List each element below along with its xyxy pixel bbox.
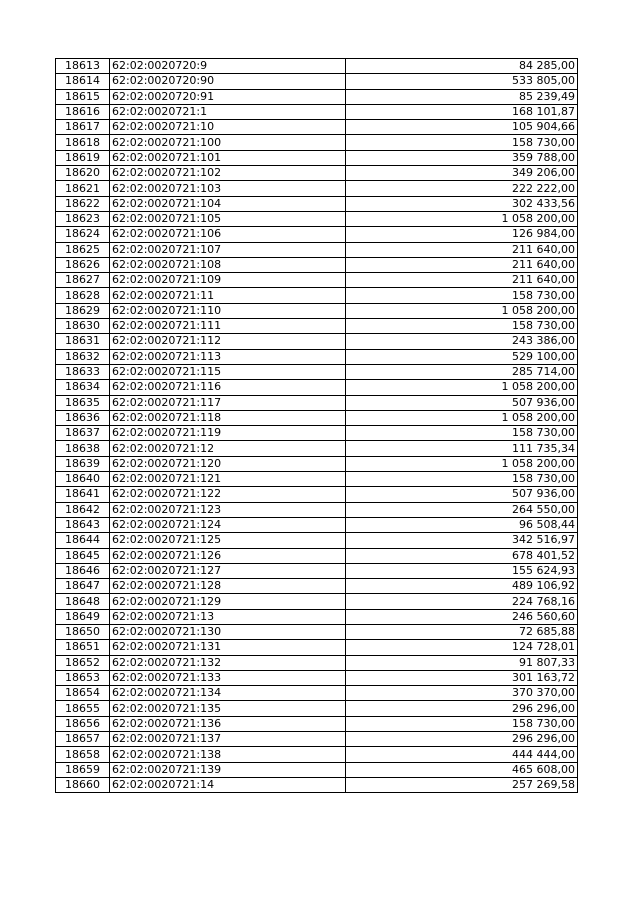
cadastral-value-cell: 489 106,92	[346, 579, 578, 594]
cadastral-number-cell: 62:02:0020720:90	[110, 74, 346, 89]
table-row	[56, 74, 578, 89]
row-number-cell: 18619	[56, 150, 110, 165]
cadastral-value-cell: 105 904,66	[346, 120, 578, 135]
table-row	[56, 257, 578, 272]
cadastral-number-cell: 62:02:0020721:137	[110, 732, 346, 747]
cadastral-number-cell: 62:02:0020721:115	[110, 364, 346, 379]
cadastral-number-cell: 62:02:0020721:122	[110, 487, 346, 502]
cadastral-value-cell: 158 730,00	[346, 472, 578, 487]
cadastral-number-cell: 62:02:0020721:103	[110, 181, 346, 196]
row-number-cell: 18624	[56, 227, 110, 242]
table-body	[56, 59, 578, 793]
document-table-container	[55, 58, 578, 793]
cadastral-number-cell: 62:02:0020721:11	[110, 288, 346, 303]
cadastral-number-cell: 62:02:0020721:106	[110, 227, 346, 242]
cadastral-number-cell: 62:02:0020721:112	[110, 334, 346, 349]
table-row	[56, 59, 578, 74]
table-row	[56, 334, 578, 349]
row-number-cell: 18628	[56, 288, 110, 303]
cadastral-number-cell: 62:02:0020721:100	[110, 135, 346, 150]
cadastral-value-cell: 296 296,00	[346, 732, 578, 747]
row-number-cell: 18660	[56, 777, 110, 792]
row-number-cell: 18615	[56, 89, 110, 104]
row-number-cell: 18617	[56, 120, 110, 135]
cadastral-number-cell: 62:02:0020721:123	[110, 502, 346, 517]
table-row	[56, 640, 578, 655]
table-row	[56, 104, 578, 119]
row-number-cell: 18629	[56, 303, 110, 318]
cadastral-number-cell: 62:02:0020721:136	[110, 716, 346, 731]
cadastral-value-cell: 1 058 200,00	[346, 456, 578, 471]
table-row	[56, 533, 578, 548]
table-row	[56, 135, 578, 150]
cadastral-number-cell: 62:02:0020721:111	[110, 319, 346, 334]
cadastral-number-cell: 62:02:0020721:119	[110, 426, 346, 441]
table-row	[56, 196, 578, 211]
row-number-cell: 18654	[56, 686, 110, 701]
row-number-cell: 18631	[56, 334, 110, 349]
cadastral-value-cell: 507 936,00	[346, 395, 578, 410]
cadastral-number-cell: 62:02:0020721:108	[110, 257, 346, 272]
cadastral-value-cell: 126 984,00	[346, 227, 578, 242]
table-row	[56, 655, 578, 670]
cadastral-number-cell: 62:02:0020721:14	[110, 777, 346, 792]
row-number-cell: 18634	[56, 380, 110, 395]
cadastral-number-cell: 62:02:0020721:120	[110, 456, 346, 471]
row-number-cell: 18623	[56, 211, 110, 226]
cadastral-value-cell: 155 624,93	[346, 563, 578, 578]
table-row	[56, 517, 578, 532]
row-number-cell: 18658	[56, 747, 110, 762]
table-row	[56, 502, 578, 517]
row-number-cell: 18621	[56, 181, 110, 196]
row-number-cell: 18643	[56, 517, 110, 532]
table-row	[56, 609, 578, 624]
cadastral-number-cell: 62:02:0020721:105	[110, 211, 346, 226]
row-number-cell: 18645	[56, 548, 110, 563]
row-number-cell: 18647	[56, 579, 110, 594]
cadastral-value-cell: 168 101,87	[346, 104, 578, 119]
cadastral-value-cell: 222 222,00	[346, 181, 578, 196]
table-row	[56, 211, 578, 226]
cadastral-number-cell: 62:02:0020721:128	[110, 579, 346, 594]
cadastral-value-cell: 1 058 200,00	[346, 303, 578, 318]
cadastral-value-cell: 1 058 200,00	[346, 211, 578, 226]
cadastral-number-cell: 62:02:0020721:139	[110, 762, 346, 777]
cadastral-value-cell: 158 730,00	[346, 288, 578, 303]
cadastral-number-cell: 62:02:0020721:129	[110, 594, 346, 609]
cadastral-value-cell: 124 728,01	[346, 640, 578, 655]
cadastral-value-cell: 678 401,52	[346, 548, 578, 563]
row-number-cell: 18635	[56, 395, 110, 410]
table-row	[56, 670, 578, 685]
cadastral-value-cell: 224 768,16	[346, 594, 578, 609]
table-row	[56, 303, 578, 318]
table-row	[56, 227, 578, 242]
table-row	[56, 395, 578, 410]
row-number-cell: 18648	[56, 594, 110, 609]
cadastral-number-cell: 62:02:0020721:118	[110, 410, 346, 425]
cadastral-value-cell: 285 714,00	[346, 364, 578, 379]
cadastral-number-cell: 62:02:0020721:116	[110, 380, 346, 395]
cadastral-number-cell: 62:02:0020721:104	[110, 196, 346, 211]
table-row	[56, 487, 578, 502]
cadastral-value-cell: 507 936,00	[346, 487, 578, 502]
cadastral-number-cell: 62:02:0020721:10	[110, 120, 346, 135]
cadastral-value-cell: 296 296,00	[346, 701, 578, 716]
table-row	[56, 732, 578, 747]
row-number-cell: 18616	[56, 104, 110, 119]
row-number-cell: 18639	[56, 456, 110, 471]
cadastral-value-cell: 91 807,33	[346, 655, 578, 670]
cadastral-number-cell: 62:02:0020721:110	[110, 303, 346, 318]
cadastral-number-cell: 62:02:0020721:127	[110, 563, 346, 578]
row-number-cell: 18627	[56, 273, 110, 288]
cadastral-value-cell: 465 608,00	[346, 762, 578, 777]
row-number-cell: 18657	[56, 732, 110, 747]
row-number-cell: 18630	[56, 319, 110, 334]
row-number-cell: 18644	[56, 533, 110, 548]
row-number-cell: 18637	[56, 426, 110, 441]
table-row	[56, 686, 578, 701]
cadastral-number-cell: 62:02:0020721:133	[110, 670, 346, 685]
cadastral-value-cell: 111 735,34	[346, 441, 578, 456]
table-row	[56, 594, 578, 609]
table-row	[56, 181, 578, 196]
cadastral-value-cell: 1 058 200,00	[346, 410, 578, 425]
cadastral-value-cell: 158 730,00	[346, 319, 578, 334]
cadastral-value-cell: 342 516,97	[346, 533, 578, 548]
cadastral-value-cell: 211 640,00	[346, 257, 578, 272]
row-number-cell: 18641	[56, 487, 110, 502]
cadastral-value-cell: 301 163,72	[346, 670, 578, 685]
cadastral-number-cell: 62:02:0020721:130	[110, 624, 346, 639]
table-row	[56, 426, 578, 441]
cadastral-number-cell: 62:02:0020721:124	[110, 517, 346, 532]
cadastral-value-cell: 211 640,00	[346, 273, 578, 288]
table-row	[56, 441, 578, 456]
row-number-cell: 18614	[56, 74, 110, 89]
table-row	[56, 319, 578, 334]
row-number-cell: 18618	[56, 135, 110, 150]
table-row	[56, 120, 578, 135]
cadastral-value-cell: 302 433,56	[346, 196, 578, 211]
cadastral-value-cell: 96 508,44	[346, 517, 578, 532]
table-row	[56, 579, 578, 594]
cadastral-value-cell: 243 386,00	[346, 334, 578, 349]
cadastral-value-cell: 211 640,00	[346, 242, 578, 257]
row-number-cell: 18613	[56, 59, 110, 74]
row-number-cell: 18638	[56, 441, 110, 456]
cadastral-number-cell: 62:02:0020721:117	[110, 395, 346, 410]
cadastral-number-cell: 62:02:0020721:109	[110, 273, 346, 288]
table-row	[56, 777, 578, 792]
cadastral-number-cell: 62:02:0020721:113	[110, 349, 346, 364]
cadastral-value-cell: 529 100,00	[346, 349, 578, 364]
cadastral-number-cell: 62:02:0020721:101	[110, 150, 346, 165]
cadastral-number-cell: 62:02:0020721:107	[110, 242, 346, 257]
cadastral-value-cell: 370 370,00	[346, 686, 578, 701]
cadastral-value-cell: 158 730,00	[346, 135, 578, 150]
row-number-cell: 18625	[56, 242, 110, 257]
table-row	[56, 472, 578, 487]
table-row	[56, 349, 578, 364]
cadastral-number-cell: 62:02:0020721:138	[110, 747, 346, 762]
cadastral-number-cell: 62:02:0020721:1	[110, 104, 346, 119]
cadastral-value-cell: 444 444,00	[346, 747, 578, 762]
table-row	[56, 150, 578, 165]
cadastral-value-cell: 533 805,00	[346, 74, 578, 89]
row-number-cell: 18651	[56, 640, 110, 655]
cadastral-value-cell: 72 685,88	[346, 624, 578, 639]
table-row	[56, 716, 578, 731]
cadastral-number-cell: 62:02:0020721:102	[110, 166, 346, 181]
table-row	[56, 410, 578, 425]
table-row	[56, 747, 578, 762]
row-number-cell: 18650	[56, 624, 110, 639]
row-number-cell: 18633	[56, 364, 110, 379]
cadastral-number-cell: 62:02:0020720:91	[110, 89, 346, 104]
row-number-cell: 18632	[56, 349, 110, 364]
table-row	[56, 242, 578, 257]
cadastral-number-cell: 62:02:0020721:132	[110, 655, 346, 670]
row-number-cell: 18640	[56, 472, 110, 487]
cadastral-value-cell: 85 239,49	[346, 89, 578, 104]
row-number-cell: 18626	[56, 257, 110, 272]
cadastral-number-cell: 62:02:0020721:13	[110, 609, 346, 624]
table-row	[56, 624, 578, 639]
cadastral-number-cell: 62:02:0020721:121	[110, 472, 346, 487]
table-row	[56, 701, 578, 716]
row-number-cell: 18649	[56, 609, 110, 624]
row-number-cell: 18646	[56, 563, 110, 578]
cadastral-value-cell: 84 285,00	[346, 59, 578, 74]
cadastral-number-cell: 62:02:0020721:134	[110, 686, 346, 701]
cadastral-value-cell: 246 560,60	[346, 609, 578, 624]
row-number-cell: 18642	[56, 502, 110, 517]
row-number-cell: 18656	[56, 716, 110, 731]
table-row	[56, 89, 578, 104]
table-row	[56, 364, 578, 379]
cadastral-number-cell: 62:02:0020721:12	[110, 441, 346, 456]
row-number-cell: 18655	[56, 701, 110, 716]
table-row	[56, 548, 578, 563]
cadastral-value-table	[55, 58, 578, 793]
cadastral-number-cell: 62:02:0020720:9	[110, 59, 346, 74]
cadastral-number-cell: 62:02:0020721:126	[110, 548, 346, 563]
cadastral-value-cell: 264 550,00	[346, 502, 578, 517]
row-number-cell: 18622	[56, 196, 110, 211]
cadastral-value-cell: 349 206,00	[346, 166, 578, 181]
table-row	[56, 380, 578, 395]
row-number-cell: 18620	[56, 166, 110, 181]
row-number-cell: 18659	[56, 762, 110, 777]
table-row	[56, 456, 578, 471]
cadastral-value-cell: 1 058 200,00	[346, 380, 578, 395]
cadastral-number-cell: 62:02:0020721:125	[110, 533, 346, 548]
table-row	[56, 288, 578, 303]
table-row	[56, 762, 578, 777]
row-number-cell: 18652	[56, 655, 110, 670]
row-number-cell: 18653	[56, 670, 110, 685]
cadastral-value-cell: 257 269,58	[346, 777, 578, 792]
cadastral-number-cell: 62:02:0020721:135	[110, 701, 346, 716]
table-row	[56, 563, 578, 578]
table-row	[56, 273, 578, 288]
cadastral-value-cell: 158 730,00	[346, 716, 578, 731]
cadastral-value-cell: 158 730,00	[346, 426, 578, 441]
table-row	[56, 166, 578, 181]
cadastral-number-cell: 62:02:0020721:131	[110, 640, 346, 655]
cadastral-value-cell: 359 788,00	[346, 150, 578, 165]
row-number-cell: 18636	[56, 410, 110, 425]
